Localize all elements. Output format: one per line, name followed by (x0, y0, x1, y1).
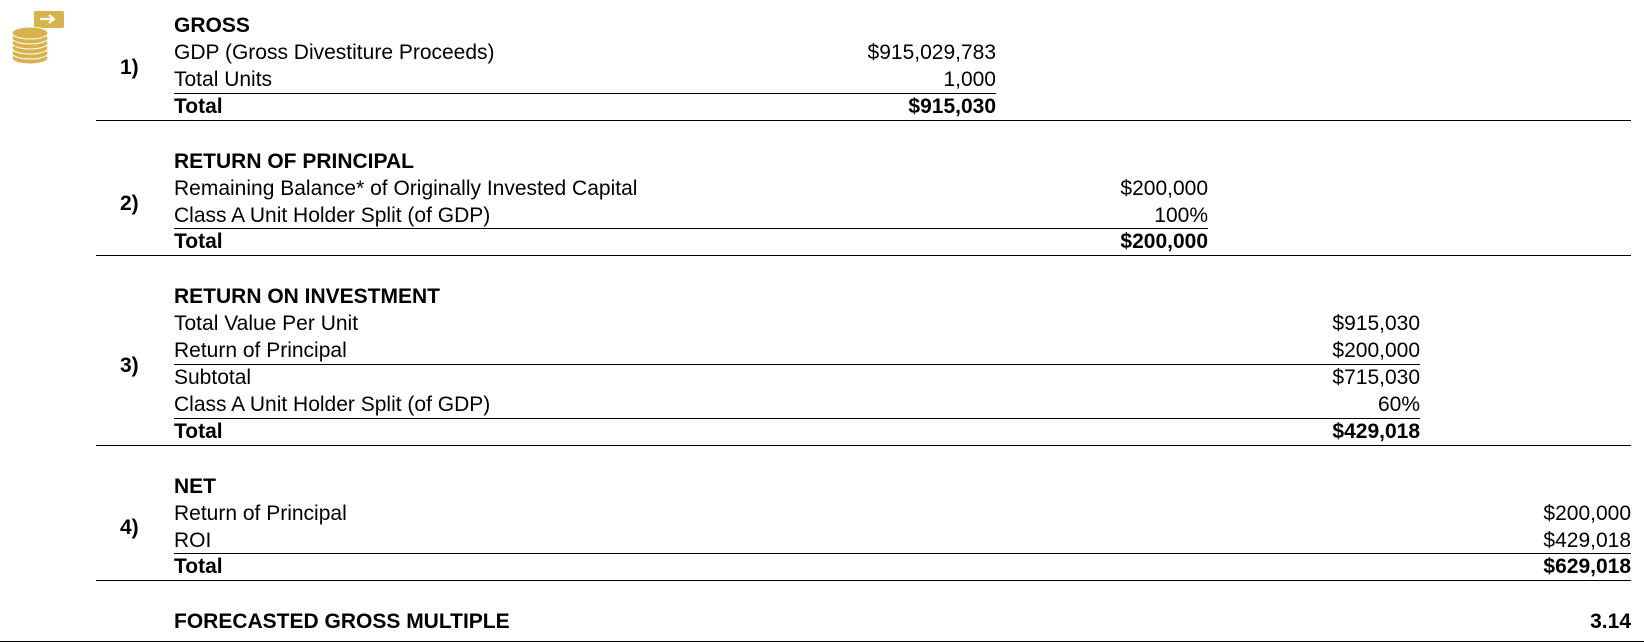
section-title: NET (174, 475, 216, 498)
row-label: Return of Principal (174, 339, 347, 362)
divider (174, 228, 1208, 229)
section-divider (96, 255, 1631, 256)
divider (174, 553, 1631, 554)
total-label: Total (174, 555, 223, 578)
section-divider (96, 445, 1631, 446)
row-label: Total Units (174, 68, 273, 91)
row-value: $915,029,783 (867, 41, 996, 64)
section-title: RETURN ON INVESTMENT (174, 285, 441, 308)
row-label: GDP (Gross Divestiture Proceeds) (174, 41, 495, 64)
total-value: $915,030 (908, 95, 996, 118)
row-label: Class A Unit Holder Split (of GDP) (174, 204, 491, 227)
section-number: 1) (120, 56, 139, 79)
section-number: 3) (120, 354, 139, 377)
section-number: 4) (120, 516, 139, 539)
total-label: Total (174, 95, 223, 118)
total-value: $429,018 (1332, 420, 1420, 443)
divider (174, 93, 996, 94)
multiple-label: FORECASTED GROSS MULTIPLE (174, 610, 510, 633)
row-value: 1,000 (943, 68, 996, 91)
row-value: $200,000 (1332, 339, 1420, 362)
row-value: 60% (1377, 393, 1420, 416)
row-value: 100% (1154, 204, 1208, 227)
row-value: $200,000 (1543, 502, 1631, 525)
row-value: $915,030 (1332, 312, 1420, 335)
section-number: 2) (120, 192, 139, 215)
total-value: $200,000 (1120, 230, 1208, 253)
divider (174, 418, 1420, 419)
section-divider (96, 580, 1631, 581)
coin-stack-icon (8, 8, 68, 64)
row-label: Remaining Balance* of Originally Invested Capital (174, 177, 638, 200)
section-title: GROSS (174, 14, 250, 37)
row-label: Subtotal (174, 366, 252, 389)
section-divider (96, 120, 1631, 121)
row-label: Return of Principal (174, 502, 347, 525)
multiple-value: 3.14 (1590, 610, 1631, 633)
bottom-border (0, 641, 1644, 642)
total-label: Total (174, 230, 223, 253)
divider (174, 364, 1420, 365)
row-label: Total Value Per Unit (174, 312, 359, 335)
row-value: $715,030 (1332, 366, 1420, 389)
row-label: ROI (174, 529, 212, 552)
total-value: $629,018 (1543, 555, 1631, 578)
section-title: RETURN OF PRINCIPAL (174, 150, 414, 173)
total-label: Total (174, 420, 223, 443)
row-value: $200,000 (1120, 177, 1208, 200)
row-label: Class A Unit Holder Split (of GDP) (174, 393, 491, 416)
row-value: $429,018 (1543, 529, 1631, 552)
